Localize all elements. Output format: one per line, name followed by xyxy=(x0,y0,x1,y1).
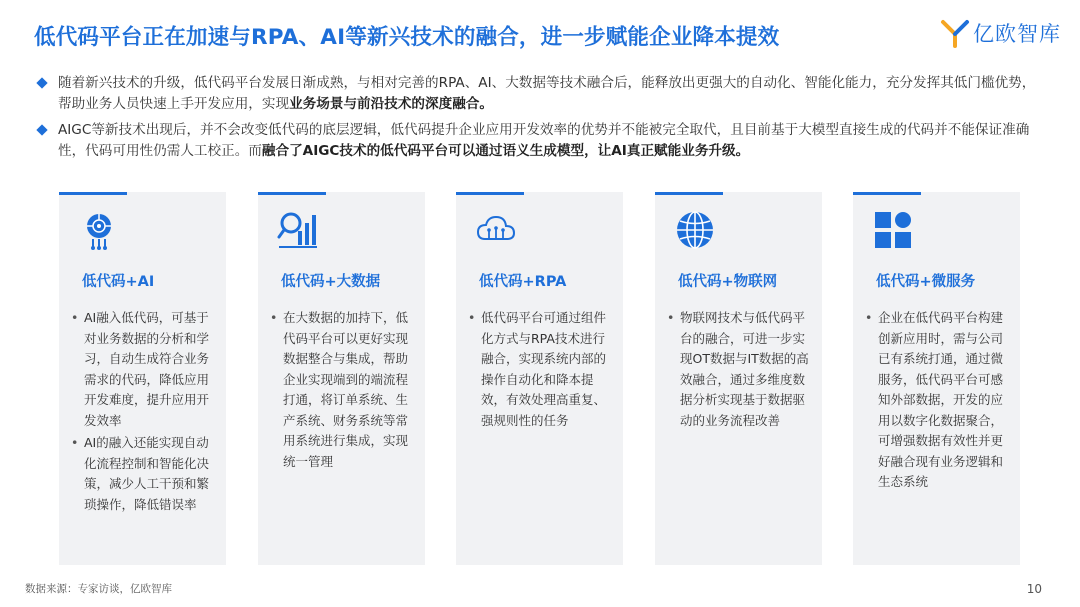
card-list xyxy=(468,308,616,433)
brand-logo xyxy=(940,18,1061,48)
intro-bullet xyxy=(38,73,1048,115)
diamond-bullet-icon xyxy=(36,77,47,88)
card-list xyxy=(865,308,1013,495)
page-number: 10 xyxy=(1026,582,1042,596)
intro-bullet xyxy=(38,120,1048,162)
globe-icon xyxy=(674,209,716,251)
bullet-text: AIGC等新技术出现后，并不会改变低代码的底层逻辑，低代码提升企业应用开发效率的优势并不能被完全取代，且目前基于大模型直接生成的代码并不能保证准确性，代码可用性仍需人工校正。而 xyxy=(58,122,1030,159)
big-data-chart-icon xyxy=(277,209,319,251)
card-title: 低代码+AI xyxy=(82,274,155,290)
card-title: 低代码+微服务 xyxy=(876,274,976,290)
card-list-item: • 在大数据的加持下，低代码平台可以更好实现数据整合与集成，帮助企业实现端到的端流程打通，将订单系统、生产系统、财务系统等常用系统进行集成，实现统一管理 xyxy=(270,308,418,472)
card-list-item: • 物联网技术与低代码平台的融合，可进一步实现OT数据与IT数据的高效融合，通过多维度数据分析实现基于数据驱动的业务流程改善 xyxy=(667,308,815,431)
logo-text: 亿欧智库 xyxy=(973,22,1061,46)
bullet-bold-text: 业务场景与前沿技术的深度融合。 xyxy=(289,96,493,112)
yiou-logo-icon xyxy=(940,18,970,48)
card-list-item: • 企业在低代码平台构建创新应用时，需与公司已有系统打通，通过微服务，低代码平台可感知外部数据，开发的应用以数字化数据聚合，可增强数据有效性并更好融合现有业务逻辑和生态系统 xyxy=(865,308,1013,493)
card-title: 低代码+大数据 xyxy=(281,274,381,290)
bullet-bold-text: 融合了AIGC技术的低代码平台可以通过语义生成模型，让AI真正赋能业务升级。 xyxy=(261,143,750,159)
card-accent-bar xyxy=(655,192,723,195)
card-accent-bar xyxy=(853,192,921,195)
card-lowcode-bigdata xyxy=(258,192,425,565)
card-list xyxy=(71,308,219,517)
card-list-item: • AI的融入还能实现自动化流程控制和智能化决策，减少人工干预和繁琐操作，降低错误率 xyxy=(71,433,219,515)
grid-blocks-icon xyxy=(872,209,914,251)
card-accent-bar xyxy=(258,192,326,195)
card-lowcode-rpa xyxy=(456,192,623,565)
page-title: 低代码平台正在加速与RPA、AI等新兴技术的融合，进一步赋能企业降本提效 xyxy=(34,25,780,50)
card-accent-bar xyxy=(456,192,524,195)
bullet-text: 随着新兴技术的升级，低代码平台发展日渐成熟，与相对完善的RPA、AI、大数据等技术融合后，能释放出更强大的自动化、智能化能力，充分发挥其低门槛优势，帮助业务人员快速上手开发应用，实现 xyxy=(58,75,1036,112)
data-source-note: 数据来源：专家访谈，亿欧智库 xyxy=(25,583,172,595)
cloud-circuit-icon xyxy=(475,209,517,251)
diamond-bullet-icon xyxy=(36,124,47,135)
card-accent-bar xyxy=(59,192,127,195)
card-lowcode-microservice xyxy=(853,192,1020,565)
card-lowcode-iot xyxy=(655,192,822,565)
card-list xyxy=(270,308,418,474)
card-list-item: • AI融入低代码，可基于对业务数据的分析和学习，自动生成符合业务需求的代码，降低应用开发难度，提升应用开发效率 xyxy=(71,308,219,431)
card-list xyxy=(667,308,815,433)
card-title: 低代码+RPA xyxy=(479,274,567,290)
card-list-item: • 低代码平台可通过组件化方式与RPA技术进行融合，实现系统内部的操作自动化和降本提效，有效处理高重复、强规则性的任务 xyxy=(468,308,616,431)
card-title: 低代码+物联网 xyxy=(678,274,778,290)
card-lowcode-ai xyxy=(59,192,226,565)
ai-brain-icon xyxy=(78,209,120,251)
intro-bullets xyxy=(38,73,1048,167)
